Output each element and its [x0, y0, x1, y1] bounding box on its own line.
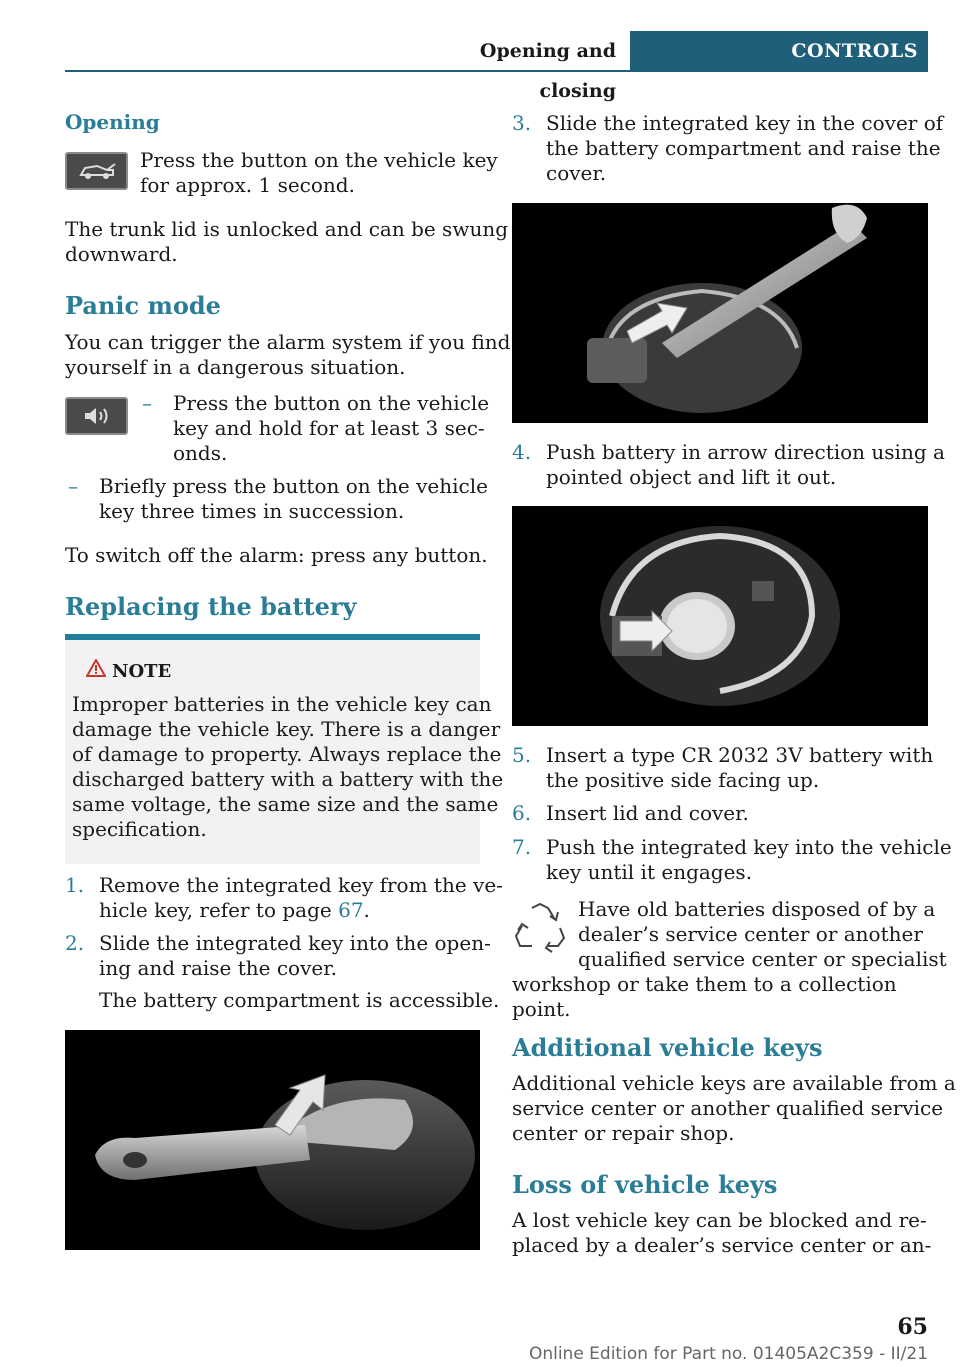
step-text: the positive side facing up. — [546, 768, 820, 792]
step-text: ing and raise the cover. — [99, 956, 337, 980]
step-number: 3. — [512, 111, 532, 135]
step-text: Push battery in arrow direction using a — [546, 440, 945, 464]
recycle-text: qualified service center or specialist — [578, 947, 947, 971]
recycle-text: Have old batteries disposed of by a — [578, 897, 936, 921]
additional-keys-text: Additional vehicle keys are available from a — [512, 1071, 956, 1095]
note-line: of damage to property. Always replace the — [72, 742, 502, 766]
footer-edition: Online Edition for Part no. 01405A2C359 - II/21 — [528, 1344, 928, 1364]
additional-keys-text: center or repair shop. — [512, 1121, 735, 1145]
warning-triangle-icon — [86, 658, 106, 683]
step-text: pointed object and lift it out. — [546, 465, 837, 489]
step-text: Insert a type CR 2032 3V battery with — [546, 743, 934, 767]
replacing-battery-heading: Replacing the battery — [65, 592, 357, 621]
step-text: Slide the integrated key into the open‐ — [99, 931, 491, 955]
bullet-text: key three times in succession. — [99, 499, 405, 523]
opening-instruction-line: for approx. 1 second. — [140, 173, 355, 197]
panic-mode-heading: Panic mode — [65, 291, 221, 320]
step-text: The battery compartment is accessible. — [99, 988, 500, 1012]
recycle-icon — [512, 902, 568, 962]
step-number: 7. — [512, 835, 532, 859]
note-label: NOTE — [112, 661, 172, 682]
step-number: 4. — [512, 440, 532, 464]
panic-text: yourself in a dangerous situation. — [65, 355, 406, 379]
step-text: cover. — [546, 161, 607, 185]
note-line: specification. — [72, 817, 207, 841]
step-number: 5. — [512, 743, 532, 767]
step-number: 2. — [65, 931, 85, 955]
bullet-dash: – — [142, 391, 152, 415]
section-title: Opening and closing — [479, 40, 616, 102]
additional-keys-heading: Additional vehicle keys — [512, 1033, 823, 1062]
note-bar — [65, 634, 480, 640]
step-text: Slide the integrated key in the cover of — [546, 111, 944, 135]
recycle-text: workshop or take them to a collection point. — [512, 972, 897, 1021]
key-opening-photo — [65, 1030, 480, 1250]
car-trunk-open-icon — [65, 152, 128, 190]
step-text — [99, 898, 370, 923]
step-text-part: . — [363, 898, 370, 922]
step-text: key until it engages. — [546, 860, 753, 884]
bullet-dash: – — [68, 474, 78, 498]
trunk-text: The trunk lid is unlocked and can be swung — [65, 217, 509, 241]
page-link[interactable]: 67 — [338, 898, 364, 922]
step-text: Insert lid and cover. — [546, 801, 749, 825]
page-number: 65 — [897, 1314, 928, 1340]
recycle-text: dealer’s service center or another — [578, 922, 923, 946]
battery-remove-photo — [512, 506, 928, 726]
note-line: same voltage, the same size and the same — [72, 792, 499, 816]
step-text-part: hicle key, refer to page — [99, 898, 339, 922]
additional-keys-text: service center or another qualified service — [512, 1096, 944, 1120]
panic-text: You can trigger the alarm system if you find — [65, 330, 511, 354]
chapter-tab: CONTROLS — [630, 31, 928, 71]
speaker-alarm-icon — [65, 397, 128, 435]
step-text: the battery compartment and raise the — [546, 136, 941, 160]
step-text: Push the integrated key into the vehicle — [546, 835, 952, 859]
bullet-text: key and hold for at least 3 sec‐ — [173, 416, 485, 440]
loss-keys-heading: Loss of vehicle keys — [512, 1170, 778, 1199]
step-number: 6. — [512, 801, 532, 825]
loss-keys-text: placed by a dealer’s service center or an‐ — [512, 1233, 932, 1257]
trunk-text: downward. — [65, 242, 178, 266]
note-line: damage the vehicle key. There is a danger — [72, 717, 501, 741]
opening-instruction-line: Press the button on the vehicle key — [140, 148, 498, 172]
step-text: Remove the integrated key from the ve‐ — [99, 873, 503, 897]
loss-keys-text: A lost vehicle key can be blocked and re‐ — [512, 1208, 927, 1232]
bullet-text: Briefly press the button on the vehicle — [99, 474, 488, 498]
note-line: Improper batteries in the vehicle key can — [72, 692, 492, 716]
bullet-text: onds. — [173, 441, 228, 465]
bullet-text: Press the button on the vehicle — [173, 391, 490, 415]
header-rule — [65, 70, 928, 72]
note-line: discharged battery with a battery with the — [72, 767, 504, 791]
switch-off-text: To switch off the alarm: press any button. — [65, 543, 488, 567]
cover-raise-photo — [512, 203, 928, 423]
step-number: 1. — [65, 873, 85, 897]
opening-heading: Opening — [65, 110, 160, 134]
